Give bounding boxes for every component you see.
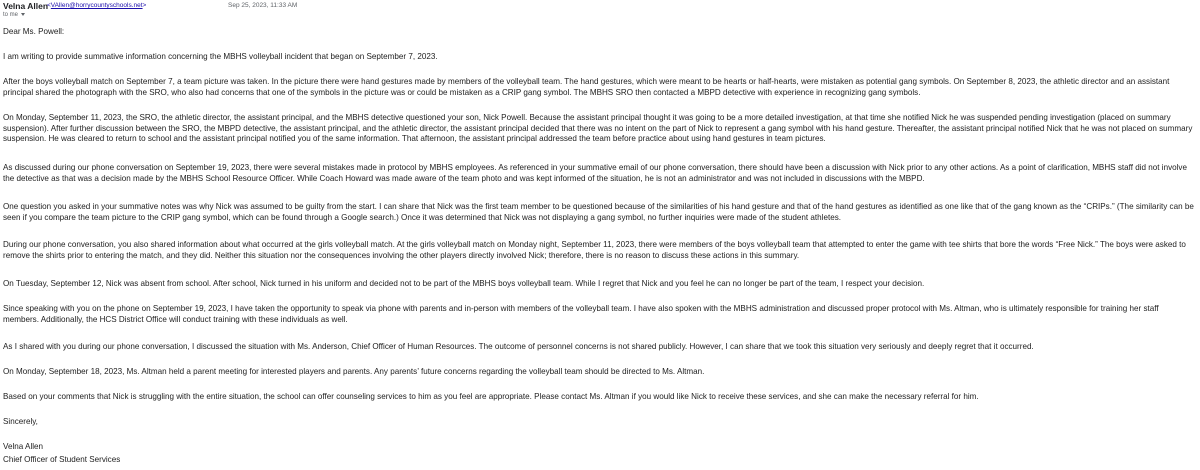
paragraph-followup: Since speaking with you on the phone on September 19, 2023, I have taken the opportunity to speak via phone with parents and in-person with members of the volleyball team. I have also spoken with the MBHS administration and discussed proper protocol with Ms. Altman, who is ultimately responsible for training her staff members. Additionally, the HCS District Office will conduct training with these individuals as well.	[3, 304, 1159, 324]
closing: Sincerely,	[3, 417, 38, 426]
paragraph-girls-match: During our phone conversation, you also shared information about what occurred at the girls volleyball match. At the girls volleyball match on Monday night, September 11, 2023, there were members of the boys volleyball team that attempted to enter the game with tee shirts that bore the words “Free Nick.” The boys were asked to remove the shirts prior to entering the match, and they did. Neither this situation nor the consequences involving the other players directly involved Nick; therefore, there is no reason to discuss these actions in this summary.	[3, 240, 1186, 260]
paragraph-background: After the boys volleyball match on September 7, a team picture was taken. In the picture there were hand gestures made by members of the volleyball team. The hand gestures, which were meant to be hearts or half-hearts, were mistaken as potential gang symbols. On September 8, 2023, the athletic director and an assistant principal shared the photograph with the SRO, who also had concerns that one of the symbols in the picture was or could be mistaken as a CRIP gang symbol. The MBHS SRO then contacted a MBPD detective with experience in recognizing gang symbols.	[3, 77, 1170, 97]
recipient-details-caret-icon[interactable]	[21, 13, 25, 16]
paragraph-parent-meeting: On Monday, September 18, 2023, Ms. Altman held a parent meeting for interested players and parents. Any parents’ future concerns regarding the volleyball team should be directed to Ms. Altman.	[3, 367, 705, 376]
signature-title: Chief Officer of Student Services	[3, 455, 121, 464]
paragraph-questioning: On Monday, September 11, 2023, the SRO, the athletic director, the assistant principal, and the MBHS detective questioned your son, Nick Powell. Because the assistant principal thought it was going to be a more detailed investigation, at that time she notified Nick he was suspended pending investigation (placed on summary suspension). After further discussion between the SRO, the MBPD detective, the assistant principal, and the athletic director, the assistant principal decided that there was no intent on the part of Nick to represent a gang symbol with his hand gesture. Thereafter, the assistant principal notified Nick that he was not placed on summary suspension. He was cleared to return to school and the assistant principal notified you of the same information. That afternoon, the assistant principal addressed the team before practice about using hand gestures in team pictures.	[3, 113, 1193, 144]
paragraph-absence: On Tuesday, September 12, Nick was absent from school. After school, Nick turned in his uniform and decided not to be part of the MBHS boys volleyball team. While I regret that Nick and you feel he can no longer be part of the team, I respect your decision.	[3, 279, 925, 288]
paragraph-question: One question you asked in your summative notes was why Nick was assumed to be guilty from the start. I can share that Nick was the first team member to be questioned because of the similarities of his hand gesture and that of the hand gestures as identified as one like that of the gang known as the “CRIPs.” (The similarity can be seen if you compare the team picture to the CRIP gang symbol, which can be found through a Google search.) Once it was determined that Nick was not displaying a gang symbol, no further inquiries were made of the student athletes.	[3, 202, 1194, 222]
signature-name: Velna Allen	[3, 442, 44, 451]
sender-name[interactable]: Velna Allen	[3, 1, 49, 11]
recipient-line	[3, 12, 25, 18]
paragraph-counseling: Based on your comments that Nick is struggling with the entire situation, the school can offer counseling services to him as you feel are appropriate. Please contact Ms. Altman if you would like Nick to receive these services, and she can make the necessary referral for him.	[3, 392, 979, 401]
greeting: Dear Ms. Powell:	[3, 27, 65, 36]
recipient-label: to me	[3, 12, 19, 18]
email-date: Sep 25, 2023, 11:33 AM	[228, 2, 298, 9]
paragraph-purpose: I am writing to provide summative information concerning the MBHS volleyball incident that began on September 7, 2023.	[3, 52, 438, 61]
paragraph-personnel: As I shared with you during our phone conversation, I discussed the situation with Ms. Anderson, Chief Officer of Human Resources. The outcome of personnel concerns is not shared publicly. However, I can share that we took this situation very seriously and deeply regret that it occurred.	[3, 342, 1034, 351]
email-header	[3, 1, 1193, 21]
paragraph-protocol: As discussed during our phone conversation on September 19, 2023, there were several mistakes made in protocol by MBHS employees. As referenced in your summative email of our phone conversation, there should have been a discussion with Nick prior to any other actions. As a point of clarification, MBHS staff did not involve the detective as that was a decision made by the MBHS School Resource Officer. While Coach Howard was made aware of the team photo and was kept informed of the situation, he is not an administrator and was not included in discussions with the MBPD.	[3, 163, 1187, 183]
sender-email-address[interactable]: VAllen@horrycountyschools.net	[50, 2, 143, 9]
sender-email[interactable]: <VAllen@horrycountyschools.net>	[47, 2, 147, 9]
